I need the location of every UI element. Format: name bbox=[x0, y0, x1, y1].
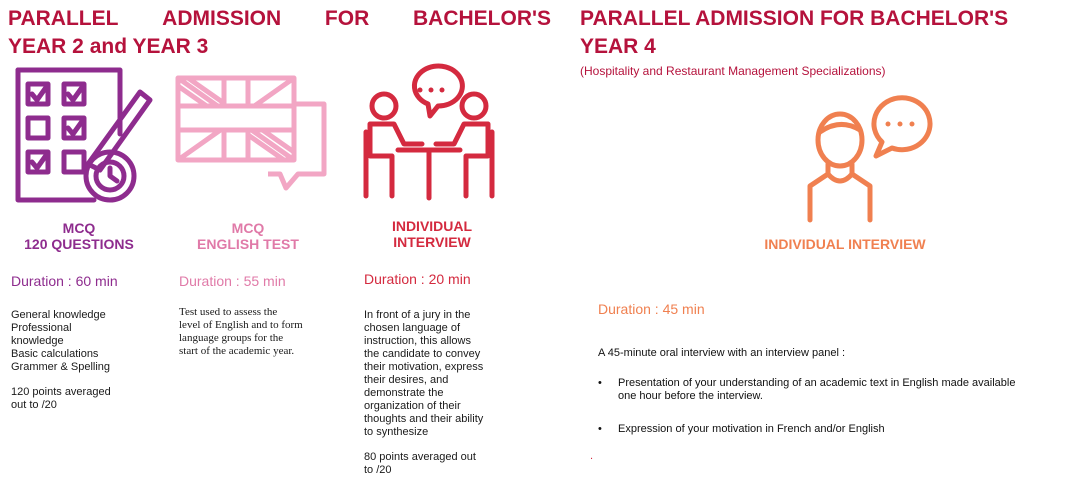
col3-title-line: INDIVIDUAL bbox=[391, 218, 473, 234]
right-bullet-2 bbox=[598, 423, 1078, 436]
title-word: FOR bbox=[324, 7, 370, 30]
title-word: ADMISSION bbox=[162, 7, 282, 30]
body-line: to synthesize bbox=[364, 426, 429, 438]
body-note-line: to /20 bbox=[364, 464, 392, 476]
bullet-line: one hour before the interview. bbox=[618, 390, 763, 402]
union-jack-chat-icon bbox=[174, 74, 328, 192]
bullet-line: Presentation of your understanding of an academic text in English made available bbox=[618, 377, 1016, 389]
col3-title bbox=[362, 218, 502, 250]
col1-body bbox=[11, 309, 171, 412]
col2-duration: Duration : 55 min bbox=[179, 273, 286, 289]
body-line: language groups for the bbox=[179, 332, 284, 344]
col2-title bbox=[178, 220, 318, 252]
col1-title bbox=[14, 220, 144, 252]
right-title-line1: PARALLEL ADMISSION FOR BACHELOR'S bbox=[580, 7, 1009, 30]
col3-body bbox=[364, 309, 539, 477]
body-line: Grammer & Spelling bbox=[11, 361, 111, 373]
col2-title-line: ENGLISH TEST bbox=[197, 236, 299, 252]
bullet-dot: • bbox=[598, 377, 602, 389]
person-speech-bubble-icon bbox=[802, 92, 936, 224]
body-line: knowledge bbox=[11, 335, 64, 347]
right-bullet-1 bbox=[598, 377, 1078, 403]
body-line: start of the academic year. bbox=[179, 345, 295, 357]
title-word: BACHELOR'S bbox=[412, 7, 551, 30]
left-title-line1 bbox=[8, 7, 551, 31]
body-line: Professional bbox=[11, 322, 72, 334]
col1-title-line: MCQ bbox=[62, 220, 96, 236]
body-line: Test used to assess the bbox=[179, 306, 278, 318]
body-line: chosen language of bbox=[364, 322, 461, 334]
body-note-line: 80 points averaged out bbox=[364, 451, 476, 463]
body-line: their desires, and bbox=[364, 374, 449, 386]
body-line: In front of a jury in the bbox=[364, 309, 471, 321]
body-line: the candidate to convey bbox=[364, 348, 481, 360]
col1-title-line: 120 QUESTIONS bbox=[24, 236, 134, 252]
body-line: instruction, this allows bbox=[364, 335, 471, 347]
body-line: thoughts and their ability bbox=[364, 413, 484, 425]
body-line: level of English and to form bbox=[179, 319, 303, 331]
interview-table-icon bbox=[362, 62, 496, 204]
right-title-line2: YEAR 4 bbox=[580, 35, 656, 58]
col1-duration: Duration : 60 min bbox=[11, 273, 118, 289]
left-title-line2: YEAR 2 and YEAR 3 bbox=[8, 35, 209, 58]
col2-title-line: MCQ bbox=[231, 220, 265, 236]
col3-title-line: INTERVIEW bbox=[393, 234, 471, 250]
bullet-text: Expression of your motivation in French and/or English bbox=[618, 423, 885, 435]
right-subtitle: (Hospitality and Restaurant Management Specializations) bbox=[580, 64, 886, 78]
body-note-line: out to /20 bbox=[11, 399, 57, 411]
col3-duration: Duration : 20 min bbox=[364, 271, 471, 287]
col2-body bbox=[179, 306, 354, 358]
body-line: their motivation, express bbox=[364, 361, 484, 373]
stray-mark: . bbox=[590, 450, 594, 462]
bullet-dot: • bbox=[598, 423, 602, 435]
body-line: Basic calculations bbox=[11, 348, 99, 360]
right-intro: A 45-minute oral interview with an interview panel : bbox=[598, 347, 846, 359]
checklist-clock-icon bbox=[14, 66, 160, 204]
body-line: demonstrate the bbox=[364, 387, 444, 399]
bullet-text bbox=[618, 377, 1015, 403]
right-section-title: INDIVIDUAL INTERVIEW bbox=[764, 236, 926, 252]
title-word: PARALLEL bbox=[8, 7, 119, 30]
body-line: organization of their bbox=[364, 400, 461, 412]
right-duration: Duration : 45 min bbox=[598, 301, 705, 317]
body-line: General knowledge bbox=[11, 309, 106, 321]
body-note-line: 120 points averaged bbox=[11, 386, 111, 398]
